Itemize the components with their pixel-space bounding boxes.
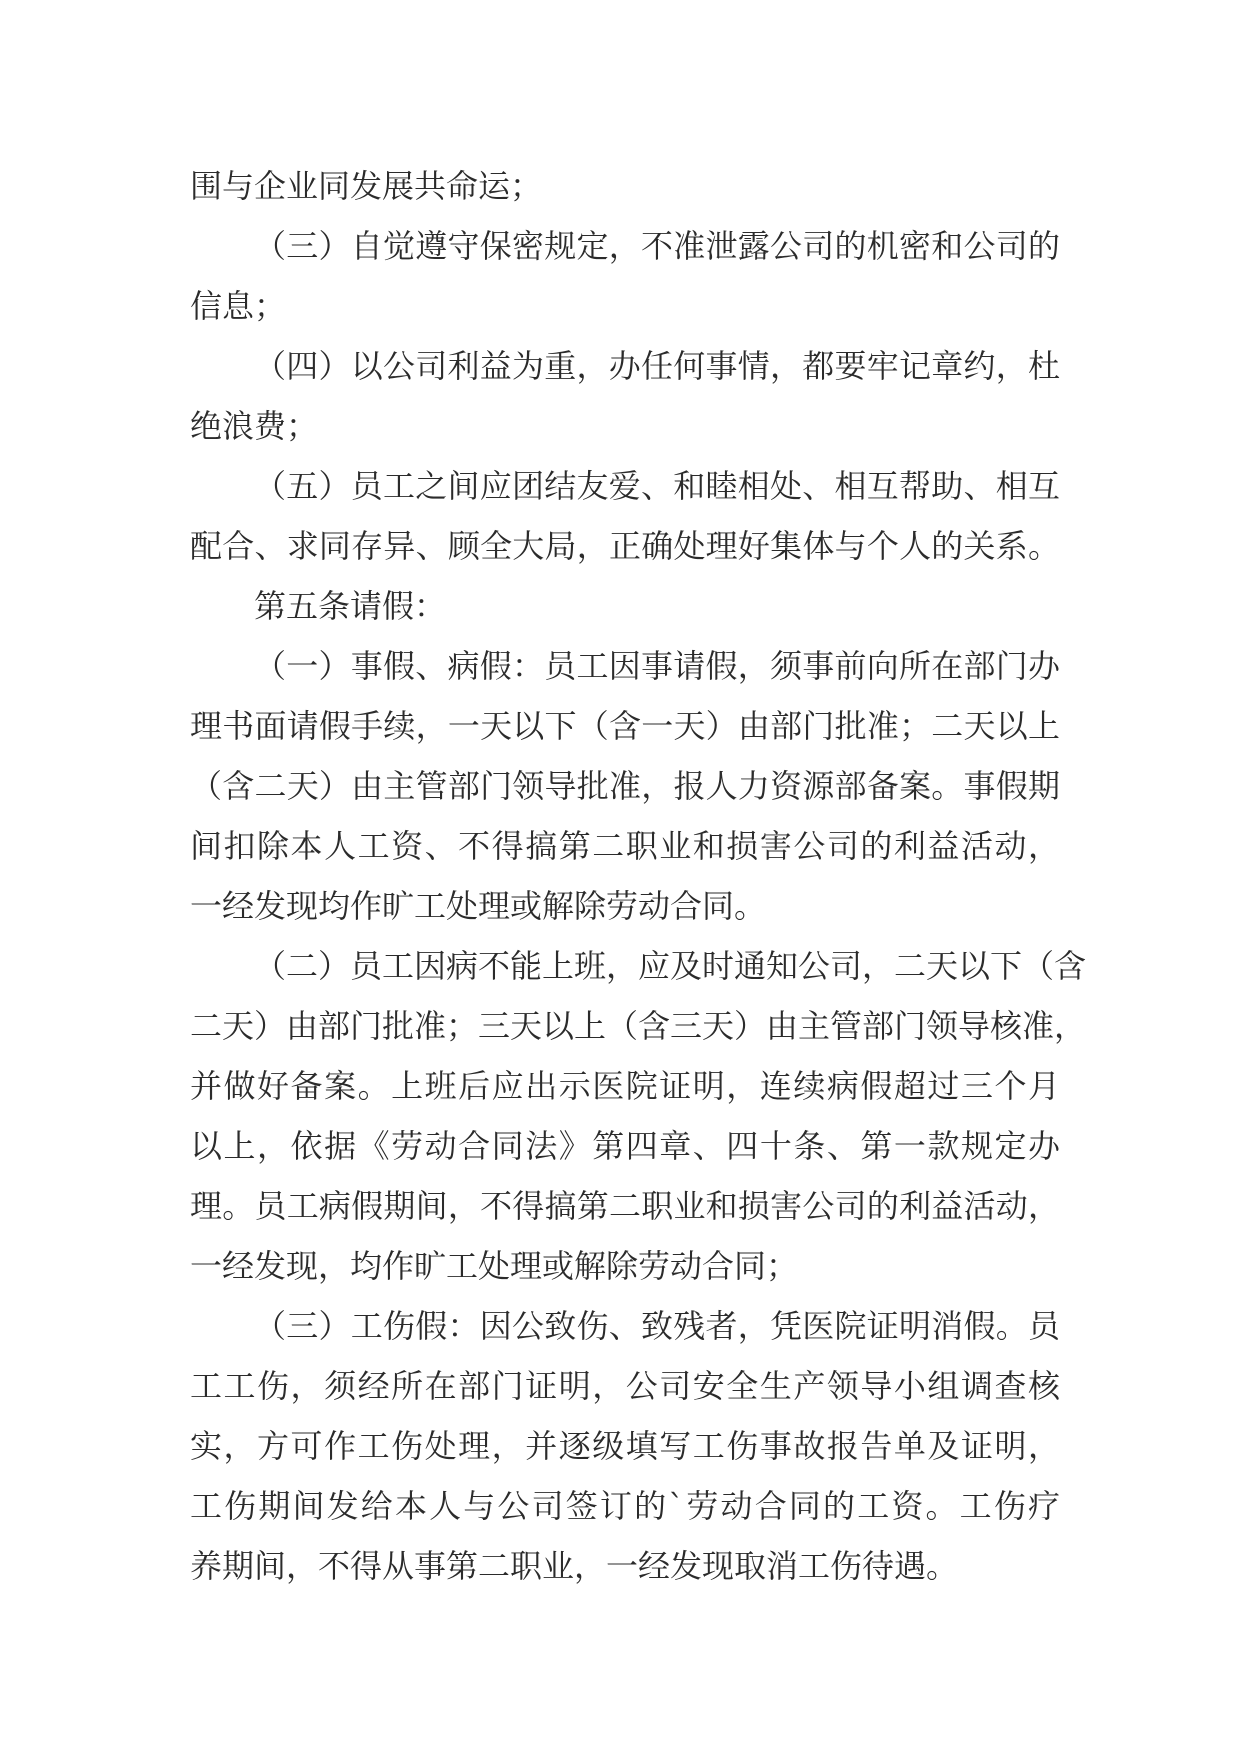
text-line: 理。员工病假期间，不得搞第二职业和损害公司的利益活动， xyxy=(190,1187,1060,1225)
text-line: 一经发现，均作旷工处理或解除劳动合同； xyxy=(190,1247,799,1285)
text-line: 并做好备案。上班后应出示医院证明，连续病假超过三个月 xyxy=(190,1067,1060,1105)
text-line: 二天）由部门批准；三天以上（含三天）由主管部门领导核准， xyxy=(190,1007,1087,1045)
paragraph-line: （三）自觉遵守保密规定，不准泄露公司的机密和公司的 xyxy=(254,227,1060,265)
text-line: 养期间，不得从事第二职业，一经发现取消工伤待遇。 xyxy=(190,1547,959,1585)
text-line: 绝浪费； xyxy=(190,407,319,445)
text-line: 工伤期间发给本人与公司签订的`劳动合同的工资。工伤疗 xyxy=(190,1487,1060,1525)
section-heading: 第五条请假： xyxy=(254,587,447,625)
text-line: 理书面请假手续，一天以下（含一天）由部门批准；二天以上 xyxy=(190,707,1060,745)
text-line: 实，方可作工伤处理，并逐级填写工伤事故报告单及证明， xyxy=(190,1427,1060,1465)
text-line: （含二天）由主管部门领导批准，报人力资源部备案。事假期 xyxy=(190,767,1060,805)
text-line: 以上，依据《劳动合同法》第四章、四十条、第一款规定办 xyxy=(190,1127,1060,1165)
paragraph-line: （五）员工之间应团结友爱、和睦相处、相互帮助、相互 xyxy=(254,467,1060,505)
text-line: 围与企业同发展共命运； xyxy=(190,167,543,205)
paragraph-line: （一）事假、病假：员工因事请假，须事前向所在部门办 xyxy=(254,647,1060,685)
document-body xyxy=(190,156,1087,1596)
text-line: 信息； xyxy=(190,287,287,325)
text-line: 工工伤，须经所在部门证明，公司安全生产领导小组调查核 xyxy=(190,1367,1060,1405)
text-line: 间扣除本人工资、不得搞第二职业和损害公司的利益活动， xyxy=(190,827,1060,865)
paragraph-line: （四）以公司利益为重，办任何事情，都要牢记章约，杜 xyxy=(254,347,1060,385)
paragraph-line: （三）工伤假：因公致伤、致残者，凭医院证明消假。员 xyxy=(254,1307,1060,1345)
text-line: 配合、求同存异、顾全大局，正确处理好集体与个人的关系。 xyxy=(190,527,1060,565)
text-line: 一经发现均作旷工处理或解除劳动合同。 xyxy=(190,887,767,925)
paragraph-line: （二）员工因病不能上班，应及时通知公司，二天以下（含 xyxy=(254,947,1087,985)
